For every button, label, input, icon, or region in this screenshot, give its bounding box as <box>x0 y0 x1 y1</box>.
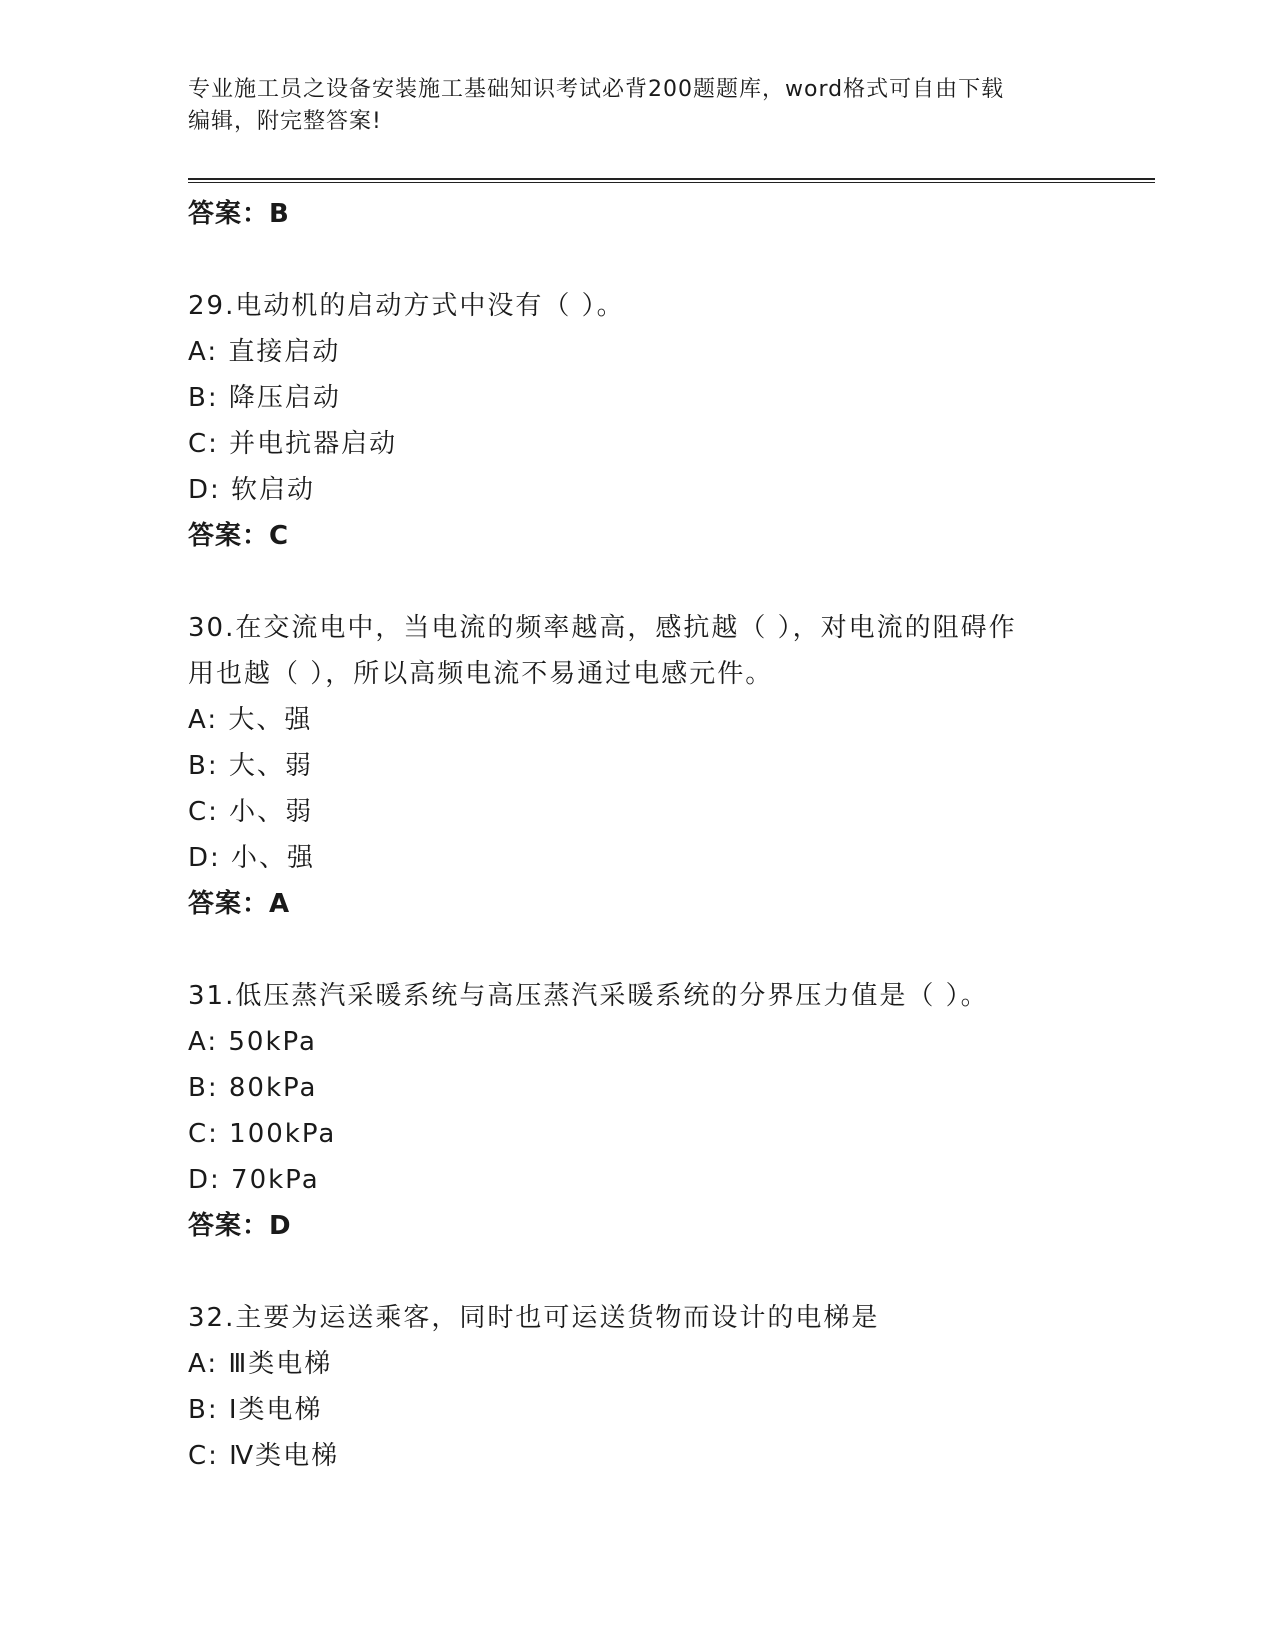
spacer <box>188 927 1088 973</box>
question-stem-continued: 用也越（ ），所以高频电流不易通过电感元件。 <box>188 659 774 689</box>
option-d: D: 软启动 <box>188 475 316 505</box>
option-a: A: 50kPa <box>188 1027 317 1057</box>
header-divider <box>188 178 1155 183</box>
option-c: C: 并电抗器启动 <box>188 429 398 459</box>
question-32 <box>188 1295 1088 1479</box>
question-list <box>188 191 1088 1479</box>
header-title-line-2: 编辑，附完整答案! <box>188 109 382 134</box>
question-stem: 32.主要为运送乘客，同时也可运送货物而设计的电梯是 <box>188 1303 880 1333</box>
answer: 答案：D <box>188 1211 292 1241</box>
header-title-line-1: 专业施工员之设备安装施工基础知识考试必背200题题库，word格式可自由下载 <box>188 77 1005 102</box>
option-d: D: 小、强 <box>188 843 316 873</box>
question-stem: 31.低压蒸汽采暖系统与高压蒸汽采暖系统的分界压力值是（ ）。 <box>188 981 989 1011</box>
option-d: D: 70kPa <box>188 1165 320 1195</box>
option-a: A: 直接启动 <box>188 337 341 367</box>
spacer <box>188 1249 1088 1295</box>
question-stem: 29.电动机的启动方式中没有（ ）。 <box>188 291 625 321</box>
option-c: C: 小、弱 <box>188 797 314 827</box>
question-stem: 30.在交流电中，当电流的频率越高，感抗越（ ），对电流的阻碍作 <box>188 613 1017 643</box>
answer: 答案：A <box>188 889 291 919</box>
question-29 <box>188 283 1088 559</box>
question-31 <box>188 973 1088 1249</box>
option-a: A: 大、强 <box>188 705 313 735</box>
document-header <box>188 74 1088 138</box>
option-c: C: Ⅳ类电梯 <box>188 1441 340 1471</box>
option-b: B: 80kPa <box>188 1073 318 1103</box>
option-a: A: Ⅲ类电梯 <box>188 1349 333 1379</box>
option-b: B: 降压启动 <box>188 383 341 413</box>
spacer <box>188 559 1088 605</box>
option-b: B: 大、弱 <box>188 751 313 781</box>
answer: 答案：C <box>188 521 290 551</box>
spacer <box>188 237 1088 283</box>
answer-28: 答案：B <box>188 199 290 229</box>
question-30 <box>188 605 1088 927</box>
option-c: C: 100kPa <box>188 1119 337 1149</box>
option-b: B: Ⅰ类电梯 <box>188 1395 323 1425</box>
